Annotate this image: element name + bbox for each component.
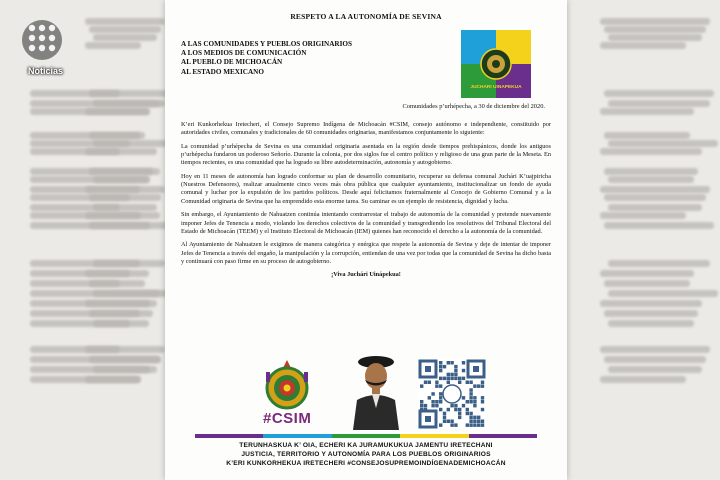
footer-line: K’ERI KUNKORHEKUA IRETECHERI #CONSEJOSUPREMOINDÍGENADEMICHOACÁN — [226, 460, 506, 467]
paragraph: Sin embargo, el Ayuntamiento de Nahuatzen continúa intentando contrarrestar el trabajo de autonomía de la comunidad y pretende nuevamente imponer Jefes de Tenencia a modo, violando los derechos colectivos de la comunidad y transgrediendo los resolutivos del Tribunal Electoral del Estado de Michoacán (TEEM) y el Instituto Electoral de Michoacán (IEM) quienes han reconocido el derecho a la autonomía de la comunidad. — [181, 211, 551, 235]
color-stripe — [195, 434, 537, 438]
paragraph: Al Ayuntamiento de Nahuatzen le exigimos de manera categórica y enérgica que respete la autonomía de Sevina y deje de intentar de imponer Jefes de Tenencia a través del engaño, la manipulación y la corrupción, entiendan de una vez por todas que la comunidad de Sevina ha dicho basta y continuará con paso firme en su proceso de autogobierno. — [181, 241, 551, 265]
news-watermark-logo — [20, 18, 70, 80]
stripe-segment — [195, 434, 263, 438]
paragraph: La comunidad p’urhépecha de Sevina es una comunidad originaria asentada en la región desde tiempos prehispánicos, donde los antiguos p’urhépecha fundaron un poderoso Señorío. Durante la colonia, por dos siglos fue el centro político y religioso de una gran parte de la Meseta. En tiempos recientes, es una comunidad que ha logrado su libre autodeterminación, autonomía y autogobierno. — [181, 142, 551, 167]
stripe-segment — [332, 434, 400, 438]
stripe-segment — [263, 434, 331, 438]
paragraph: Hoy en 11 meses de autonomía han logrado conformar su plan de desarrollo comunitario, recuperar su defensa comunal Juchári K’uajpiricha (Nuestros Defensores), realizar anualmente cinco veces más obra pública que cualquier ayuntamiento, institucionalizar un fondo de ayuda comunal y luchar por la expulsión de los partidos políticos. Desde aquí felicitamos fraternalmente al Concejo de Gobierno Comunal y a la Comunidad originaria de Sevina que ha emprendido esta enorme tarea. Su caminar es un ejemplo de resistencia, dignidad y lucha. — [181, 172, 551, 205]
addressee-line: A LOS MEDIOS DE COMUNICACIÓN — [181, 49, 307, 58]
watermark-label: Noticias — [28, 66, 64, 76]
addressee-line: A LAS COMUNIDADES Y PUEBLOS ORIGINARIOS — [181, 40, 352, 48]
dots-icon — [22, 18, 62, 62]
csim-emblem — [261, 358, 313, 414]
closing-slogan: ¡Viva Juchári Uinápekua! — [331, 271, 401, 279]
footer-line: JUSTICIA, TERRITORIO Y AUTONOMÍA PARA LOS PUEBLOS ORIGINARIOS — [241, 451, 491, 458]
document-title: RESPETO A LA AUTONOMÍA DE SEVINA — [290, 12, 442, 21]
statement-document — [165, 0, 567, 480]
stripe-segment — [400, 434, 468, 438]
footer-slogans — [165, 441, 567, 468]
stripe-segment — [469, 434, 537, 438]
qr-code — [418, 359, 486, 429]
purhepecha-flag — [461, 30, 531, 98]
addressee-line: AL ESTADO MEXICANO — [181, 67, 264, 76]
dateline: Comunidades p’urhépecha, a 30 de diciembre del 2020. — [402, 103, 545, 110]
statement-body — [181, 121, 551, 285]
addressees — [181, 40, 352, 77]
addressee-line: AL PUEBLO DE MICHOACÁN — [181, 58, 283, 67]
footer-line: TERUNHASKUA K’ OIA, ECHERI KA JURAMUKUKUA JAMENTU IRETECHANI — [239, 442, 493, 449]
paragraph: K’eri Kunkorhekua Iretecheri, el Consejo Supremo Indígena de Michoacán #CSIM, consejo autónomo e independiente, constituido por autoridades civiles, comunales y tradicionales de 60 comunidades originarias, manifestamos conjuntamente lo siguiente: — [181, 121, 551, 137]
csim-logo-text: #CSIM — [263, 410, 312, 427]
flag-text: JUCHARI UINAPEKUA — [470, 85, 522, 90]
zapata-portrait — [345, 352, 407, 430]
